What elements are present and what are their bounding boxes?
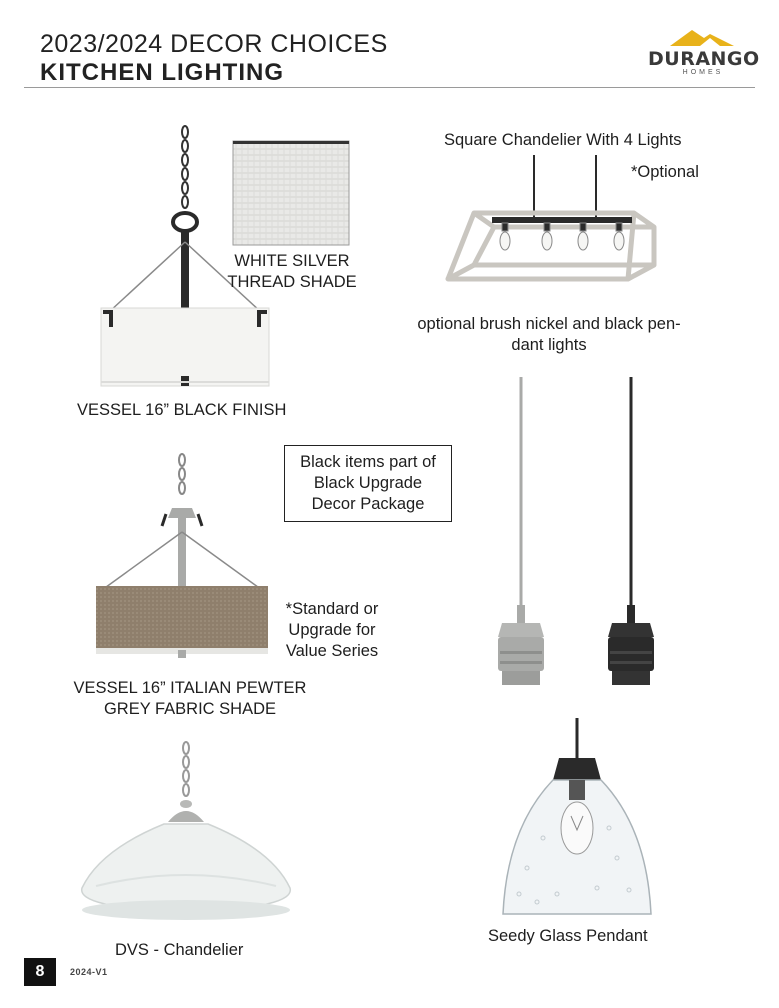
pendants-caption-line2: dant lights <box>511 336 587 354</box>
page-number: 8 <box>24 958 56 986</box>
vessel-pewter-caption <box>40 678 340 720</box>
durango-logo <box>648 24 758 82</box>
standard-upgrade-note-line3: Value Series <box>285 642 379 660</box>
logo-wordmark: DURANGO <box>648 48 760 70</box>
vessel-pewter-caption-line2: GREY FABRIC SHADE <box>103 700 277 718</box>
vessel-pewter-caption-line1: VESSEL 16” ITALIAN PEWTER <box>73 679 307 697</box>
header-divider <box>24 87 755 88</box>
seedy-glass-pendant-image <box>497 718 657 918</box>
chandelier-optional-note: *Optional <box>631 163 699 181</box>
seedy-glass-caption: Seedy Glass Pendant <box>488 927 648 945</box>
header-title: 2023/2024 DECOR CHOICES <box>40 30 388 58</box>
white-silver-thread-swatch <box>233 141 349 245</box>
header-subtitle: KITCHEN LIGHTING <box>40 59 284 86</box>
black-upgrade-note-line1: Black items part of <box>300 453 436 471</box>
standard-upgrade-note-line2: Upgrade for <box>288 621 376 639</box>
chandelier-caption: Square Chandelier With 4 Lights <box>444 131 682 149</box>
thread-shade-caption <box>222 251 362 293</box>
black-upgrade-note-line3: Decor Package <box>311 495 425 513</box>
vessel-black-caption: VESSEL 16” BLACK FINISH <box>77 401 287 419</box>
nickel-and-black-pendants-image <box>490 375 660 695</box>
standard-upgrade-note-line1: *Standard or <box>285 600 379 618</box>
mountain-icon <box>648 24 758 50</box>
square-chandelier-image <box>444 155 664 295</box>
pendants-caption-line1: optional brush nickel and black pen- <box>417 315 681 333</box>
logo-homes: HOMES <box>682 69 724 76</box>
version-label: 2024-V1 <box>70 967 108 977</box>
dvs-chandelier-caption: DVS - Chandelier <box>115 941 244 959</box>
thread-shade-caption-line1: WHITE SILVER <box>234 252 350 270</box>
black-upgrade-note-line2: Black Upgrade <box>313 474 423 492</box>
dvs-chandelier-image <box>76 740 306 940</box>
pendants-caption <box>396 314 702 356</box>
vessel-pewter-pendant-image <box>92 452 282 662</box>
standard-upgrade-note <box>272 599 392 662</box>
thread-shade-caption-line2: THREAD SHADE <box>227 273 357 291</box>
black-upgrade-note-box <box>284 445 452 522</box>
